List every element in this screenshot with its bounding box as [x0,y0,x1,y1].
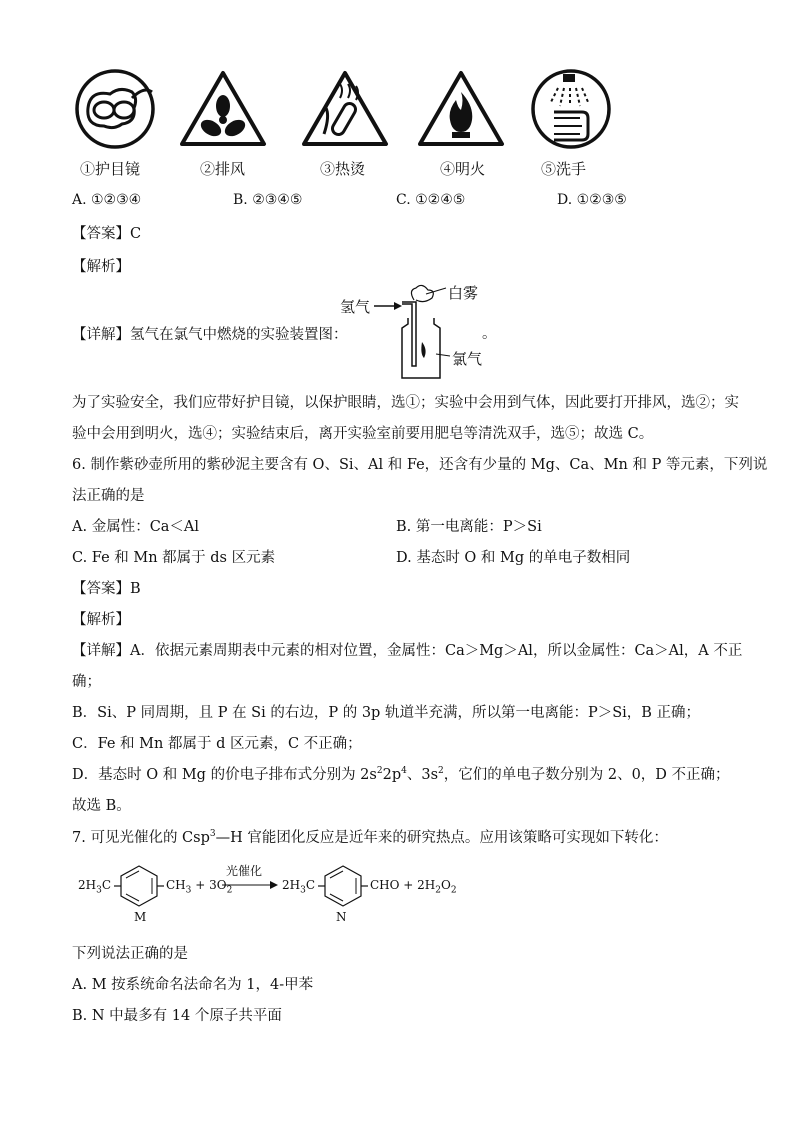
q7-prompt: 下列说法正确的是 [72,946,188,962]
q6-option-c: C. Fe 和 Mn 都属于 ds 区元素 [72,550,276,566]
q5-explanation-line2: 验中会用到明火，选④；实验结束后，离开实验室前要用肥皂等清洗双手，选⑤；故选 C。 [72,426,654,442]
icon-caption-3: ③热烫 [320,160,366,178]
q6-detail-d: D．基态时 O 和 Mg 的价电子排布式分别为 $2s^22p^4$、$3s^2$，它们的单电子数分别为 2、0，D 不正确； [72,766,730,783]
q6-option-d: D. 基态时 O 和 Mg 的单电子数相同 [396,550,631,566]
q6-option-b: B. 第一电离能：P＞Si [396,519,542,535]
q6-conclusion: 故选 B。 [72,798,131,814]
q6-stem-line1: 6. 制作紫砂壶所用的紫砂泥主要含有 O、Si、Al 和 Fe，还含有少量的 Mg、Ca、Mn 和 P 等元素，下列说 [72,457,768,473]
label-m: M [134,910,147,924]
catalyst-label: 光催化 [226,864,263,878]
hydrogen-chlorine-apparatus [336,282,496,382]
label-white-mist: 白雾 [448,284,479,302]
goggles-icon [74,68,156,150]
q5-option-c: C. ①②④⑤ [396,192,466,208]
q5-analysis-label: 【解析】 [72,259,130,275]
q5-answer: 【答案】C [72,226,142,242]
label-hydrogen: 氢气 [340,298,371,316]
q5-detail-end: 。 [482,326,497,342]
q6-detail-a: 【详解】A．依据元素周期表中元素的相对位置，金属性：Ca＞Mg＞Al，所以金属性：Ca＞Al，A 不正 [72,643,743,659]
q6-option-a: A. 金属性：Ca＜Al [72,519,200,535]
q5-explanation-line1: 为了实验安全，我们应带好护目镜，以保护眼睛，选①；实验中会用到气体，因此要打开排风，选②；实 [72,395,739,411]
icon-caption-4: ④明火 [440,160,486,178]
hot-tube-icon [300,68,382,150]
q6-detail-a-cont: 确； [72,674,101,690]
fan-icon [178,68,260,150]
label-n: N [336,910,347,924]
q6-analysis-label: 【解析】 [72,612,130,628]
flame-icon [416,68,498,150]
icon-caption-1: ①护目镜 [80,160,141,178]
q7-reaction-scheme: $2H_3C$ $CH_3 + 3O_2$ 光催化 $2H_3C$ CHO + $2H_2O_2$ M N [78,864,457,924]
q7-option-a: A. M 按系统命名法命名为 1，4-甲苯 [72,977,314,993]
q6-stem-line2: 法正确的是 [72,488,145,504]
q6-detail-c: C．Fe 和 Mn 都属于 d 区元素，C 不正确； [72,736,362,752]
q7-option-b: B. N 中最多有 14 个原子共平面 [72,1008,282,1024]
q5-option-a: A. ①②③④ [72,192,142,208]
q5-detail [72,323,348,344]
q5-option-b: B. ②③④⑤ [233,192,303,208]
label-chlorine: 氯气 [452,350,483,368]
icon-caption-5: ⑤洗手 [541,160,587,178]
q6-detail-b: B．Si、P 同周期，且 P 在 Si 的右边，P 的 3p 轨道半充满，所以第一电离能：P＞Si，B 正确； [72,705,701,721]
q5-detail-text: 【详解】氢气在氯气中燃烧的实验装置图： [72,327,348,343]
icon-caption-2: ②排风 [200,160,246,178]
hand-wash-icon [530,68,612,150]
q6-answer: 【答案】B [72,581,141,597]
q5-option-d: D. ①②③⑤ [557,192,627,208]
q7-stem: 7. 可见光催化的 Csp$^3$—H 官能团化反应是近年来的研究热点。应用该策略可实现如下转化： [72,829,668,846]
